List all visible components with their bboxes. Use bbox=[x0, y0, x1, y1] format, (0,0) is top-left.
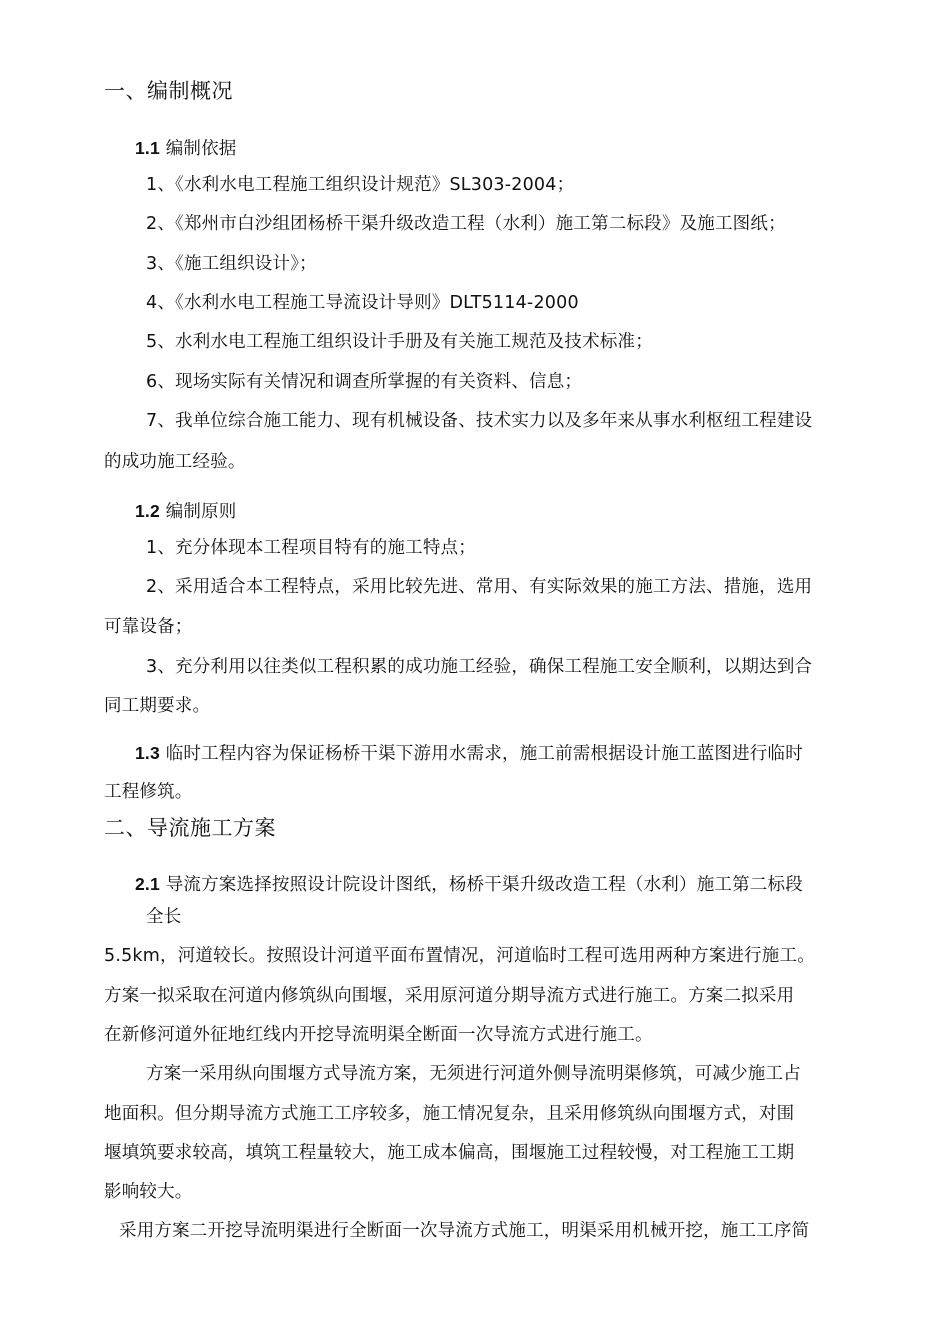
paragraph-line: 影响较大。 bbox=[104, 1182, 193, 1202]
subsection-title: 编制依据 bbox=[159, 139, 237, 159]
subsection-2-1-paragraph bbox=[135, 873, 803, 896]
list-item: 2、《郑州市白沙组团杨桥干渠升级改造工程（水利）施工第二标段》及施工图纸； bbox=[146, 214, 786, 234]
list-item-continuation: 可靠设备； bbox=[104, 617, 193, 637]
list-item-continuation: 的成功施工经验。 bbox=[104, 452, 246, 472]
subsection-number: 1.2 bbox=[135, 501, 160, 521]
paragraph-line: 采用方案二开挖导流明渠进行全断面一次导流方式施工，明渠采用机械开挖，施工工序简 bbox=[119, 1221, 810, 1241]
list-item: 3、《施工组织设计》； bbox=[146, 254, 317, 274]
list-item: 1、充分体现本工程项目特有的施工特点； bbox=[146, 538, 476, 558]
paragraph-line: 地面积。但分期导流方式施工工序较多，施工情况复杂，且采用修筑纵向围堰方式，对围 bbox=[104, 1104, 795, 1124]
paragraph-line: 5.5km，河道较长。按照设计河道平面布置情况，河道临时工程可选用两种方案进行施工。 bbox=[104, 946, 815, 966]
list-item: 3、充分利用以往类似工程积累的成功施工经验，确保工程施工安全顺利，以期达到合 bbox=[146, 657, 813, 677]
paragraph-line: 临时工程内容为保证杨桥干渠下游用水需求，施工前需根据设计施工蓝图进行临时 bbox=[159, 744, 803, 764]
subsection-1-1-heading bbox=[135, 137, 237, 160]
list-item: 5、水利水电工程施工组织设计手册及有关施工规范及技术标准； bbox=[146, 332, 653, 352]
paragraph-line: 在新修河道外征地红线内开挖导流明渠全断面一次导流方式进行施工。 bbox=[104, 1025, 653, 1045]
subsection-number: 1.1 bbox=[135, 138, 160, 158]
subsection-1-3-paragraph bbox=[135, 742, 803, 765]
paragraph-line: 导流方案选择按照设计院设计图纸，杨桥干渠升级改造工程（水利）施工第二标段 bbox=[159, 875, 803, 895]
list-item: 4、《水利水电工程施工导流设计导则》DLT5114-2000 bbox=[146, 293, 579, 313]
list-item: 7、我单位综合施工能力、现有机械设备、技术实力以及多年来从事水利枢纽工程建设 bbox=[146, 411, 813, 431]
list-item-continuation: 同工期要求。 bbox=[104, 696, 211, 716]
section-heading-2: 二、导流施工方案 bbox=[104, 816, 276, 840]
paragraph-line: 堰填筑要求较高，填筑工程量较大，施工成本偏高，围堰施工过程较慢，对工程施工工期 bbox=[104, 1143, 795, 1163]
section-heading-1: 一、编制概况 bbox=[104, 79, 233, 103]
subsection-number: 1.3 bbox=[135, 743, 160, 763]
list-item: 6、现场实际有关情况和调查所掌握的有关资料、信息； bbox=[146, 372, 583, 392]
paragraph-line: 工程修筑。 bbox=[104, 782, 193, 802]
paragraph-line: 全长 bbox=[146, 907, 182, 927]
list-item: 2、采用适合本工程特点，采用比较先进、常用、有实际效果的施工方法、措施，选用 bbox=[146, 577, 813, 597]
list-item: 1、《水利水电工程施工组织设计规范》SL303-2004； bbox=[146, 175, 575, 195]
paragraph-line: 方案一采用纵向围堰方式导流方案，无须进行河道外侧导流明渠修筑，可减少施工占 bbox=[146, 1064, 801, 1084]
paragraph-line: 方案一拟采取在河道内修筑纵向围堰，采用原河道分期导流方式进行施工。方案二拟采用 bbox=[104, 986, 795, 1006]
subsection-1-2-heading bbox=[135, 500, 237, 523]
subsection-number: 2.1 bbox=[135, 874, 160, 894]
subsection-title: 编制原则 bbox=[159, 502, 237, 522]
